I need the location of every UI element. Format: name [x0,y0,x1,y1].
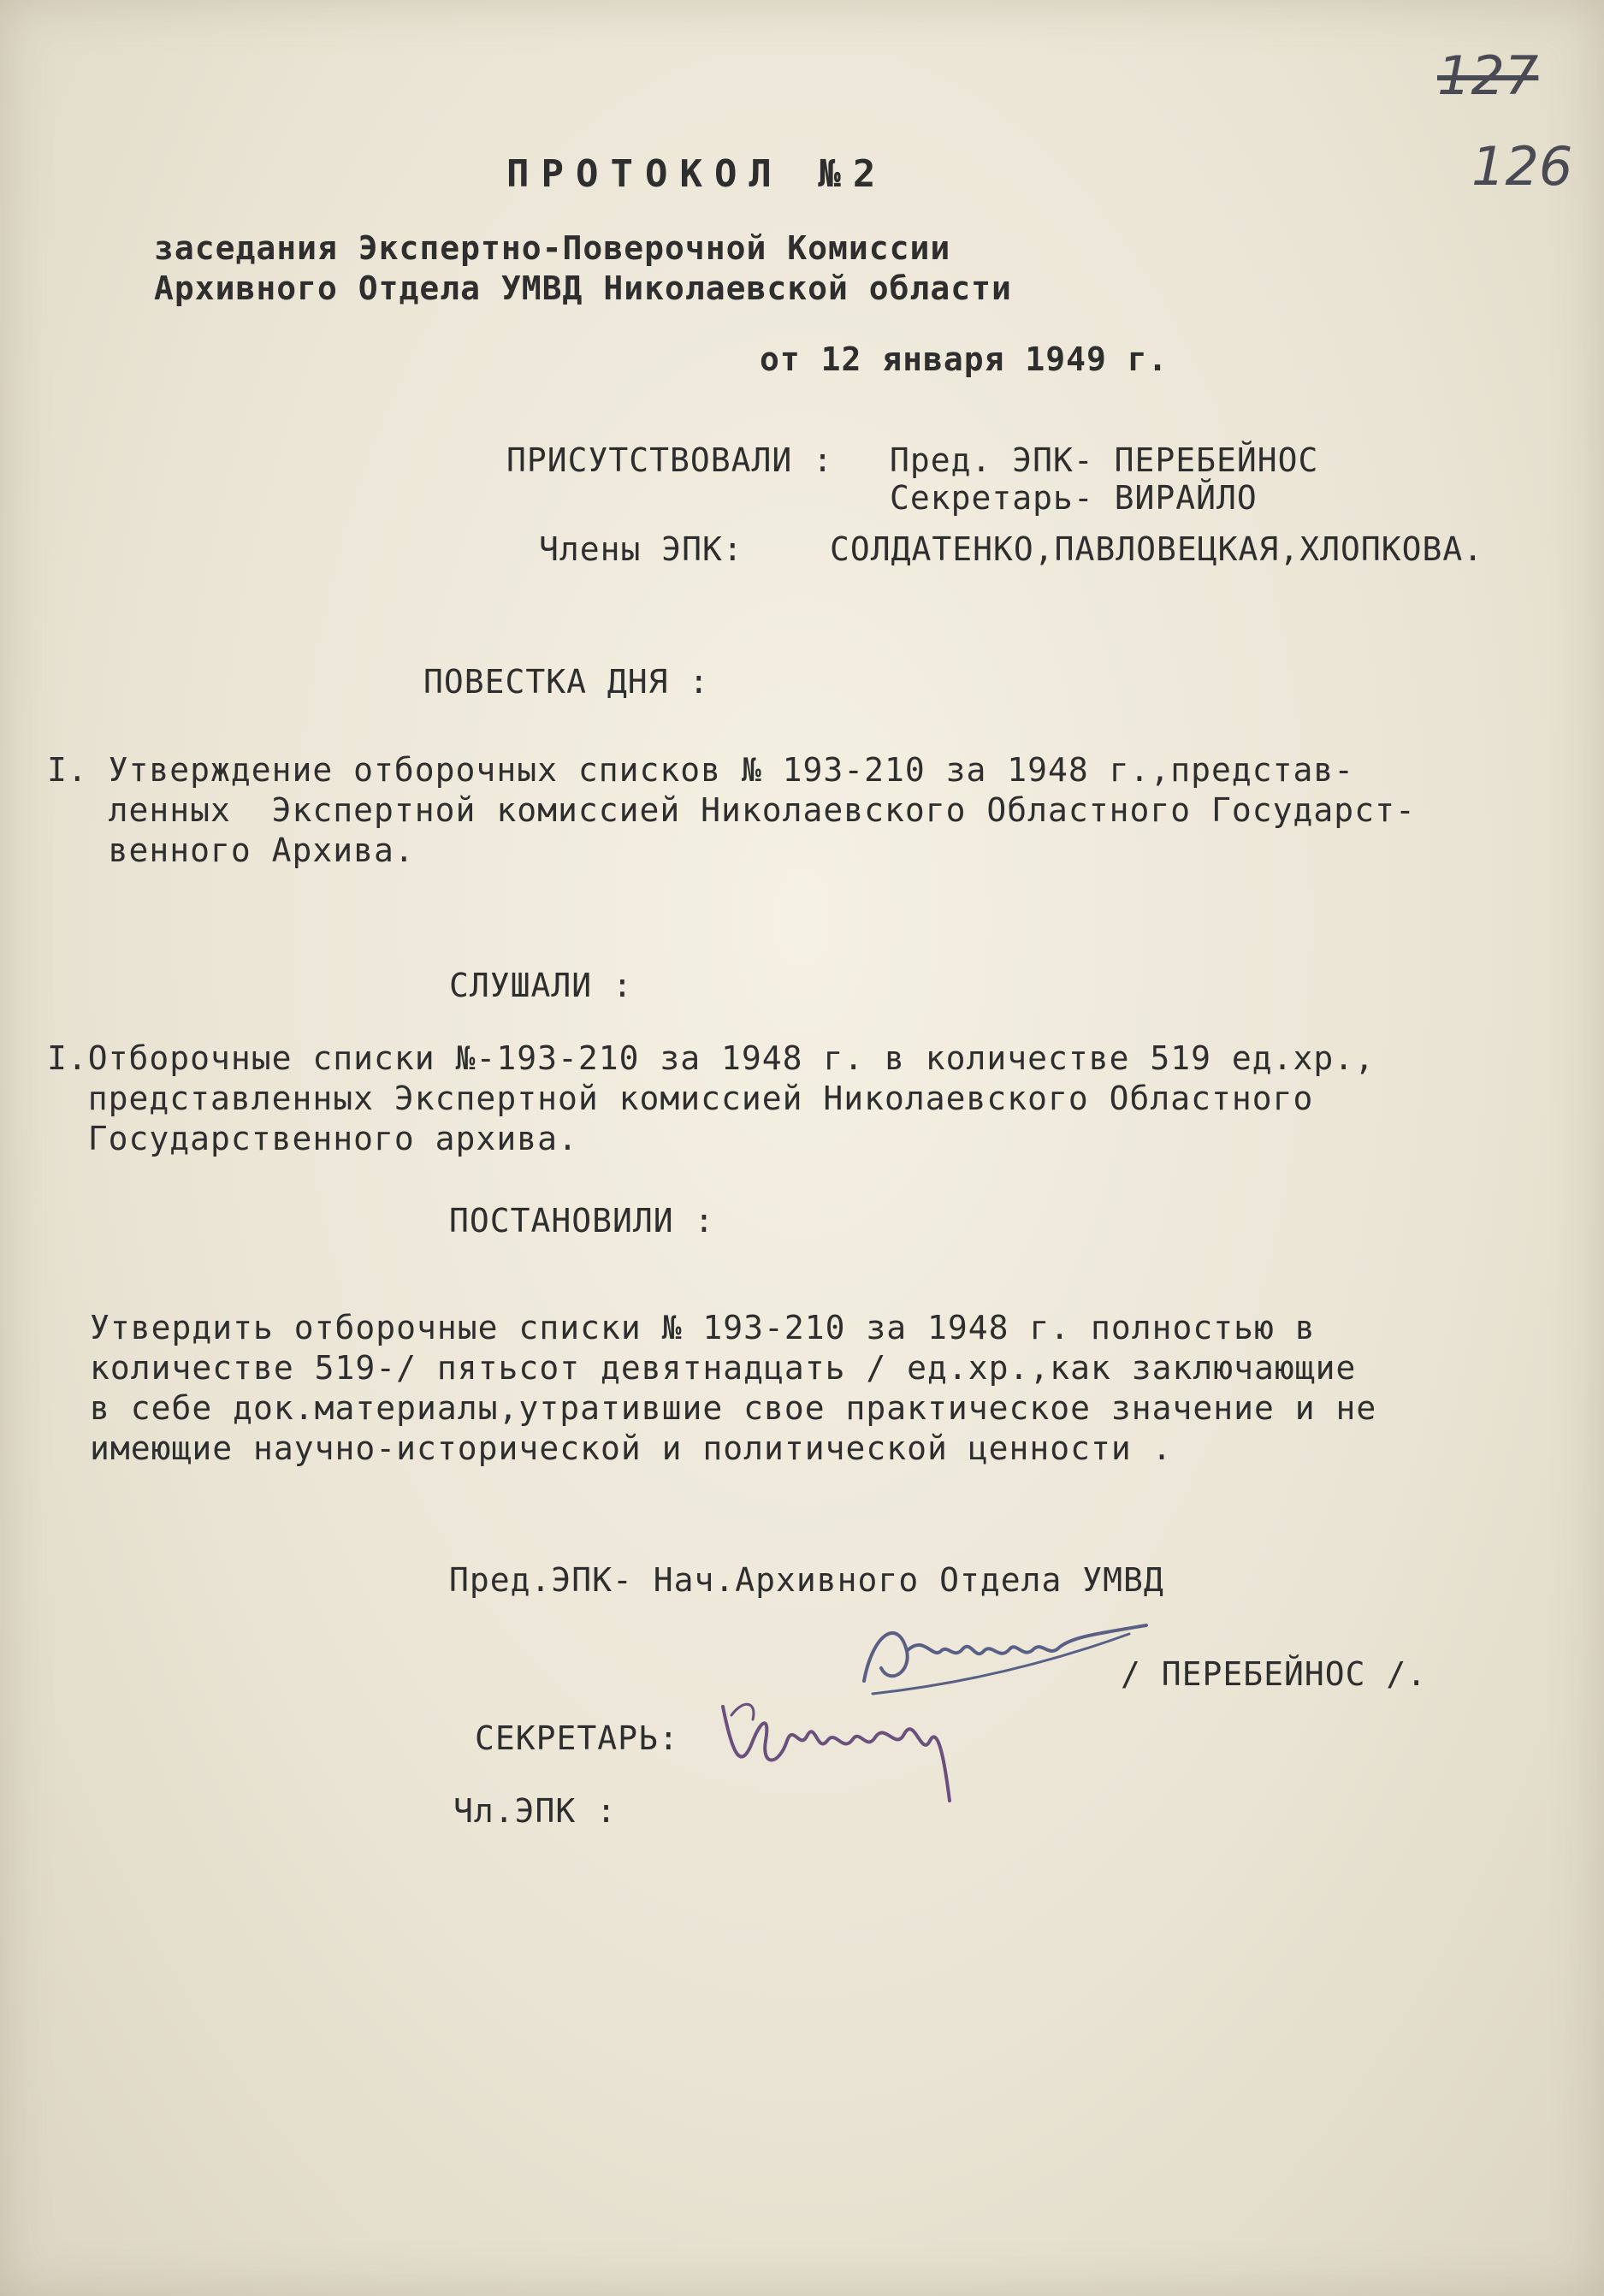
secretary-label: СЕКРЕТАРЬ: [475,1719,679,1757]
agenda-line-1: I. Утверждение отборочных списков № 193-210 за 1948 г.,представ- [47,751,1355,789]
heard-heading: СЛУШАЛИ : [449,967,633,1004]
resolved-heading: ПОСТАНОВИЛИ : [449,1202,715,1240]
subtitle-line-2: Архивного Отдела УМВД Николаевской области [154,269,1012,307]
attendance-secretary: Секретарь- ВИРАЙЛО [890,479,1258,517]
members-signature-label: Чл.ЭПК : [453,1792,618,1830]
heard-line-2: представленных Экспертной комиссией Николаевского Областного [47,1080,1314,1117]
resolved-line-1: Утвердить отборочные списки № 193-210 за 1948 г. полностью в [90,1309,1316,1346]
document-date: от 12 января 1949 г. [760,340,1169,378]
chair-title: Пред.ЭПК- Нач.Архивного Отдела УМВД [449,1561,1164,1599]
subtitle-line-1: заседания Экспертно-Поверочной Комиссии [154,229,951,267]
resolved-line-2: количестве 519-/ пятьсот девятнадцать / ед.хр.,как заключающие [90,1349,1357,1387]
resolved-line-4: имеющие научно-исторической и политической ценности . [90,1429,1173,1467]
members-list: СОЛДАТЕНКО,ПАВЛОВЕЦКАЯ,ХЛОПКОВА. [830,530,1484,568]
agenda-line-3: венного Архива. [47,831,415,869]
secretary-signature [706,1672,997,1826]
attendance-label: ПРИСУТСТВОВАЛИ : [506,441,834,479]
attendance-chair: Пред. ЭПК- ПЕРЕБЕЙНОС [890,441,1319,479]
chair-name: / ПЕРЕБЕЙНОС /. [1121,1655,1428,1693]
old-page-number: 127 [1437,44,1539,107]
resolved-line-3: в себе док.материалы,утратившие свое практическое значение и не [90,1389,1377,1427]
agenda-line-2: ленных Экспертной комиссией Николаевского Областного Государст- [47,791,1416,829]
page-number: 126 [1471,135,1573,198]
heard-line-3: Государственного архива. [47,1120,578,1157]
members-label: Члены ЭПК: [539,530,743,568]
document-title: ПРОТОКОЛ №2 [506,152,888,196]
heard-line-1: I.Отборочные списки №-193-210 за 1948 г. в количестве 519 ед.хр., [47,1039,1376,1077]
agenda-heading: ПОВЕСТКА ДНЯ : [423,663,710,701]
